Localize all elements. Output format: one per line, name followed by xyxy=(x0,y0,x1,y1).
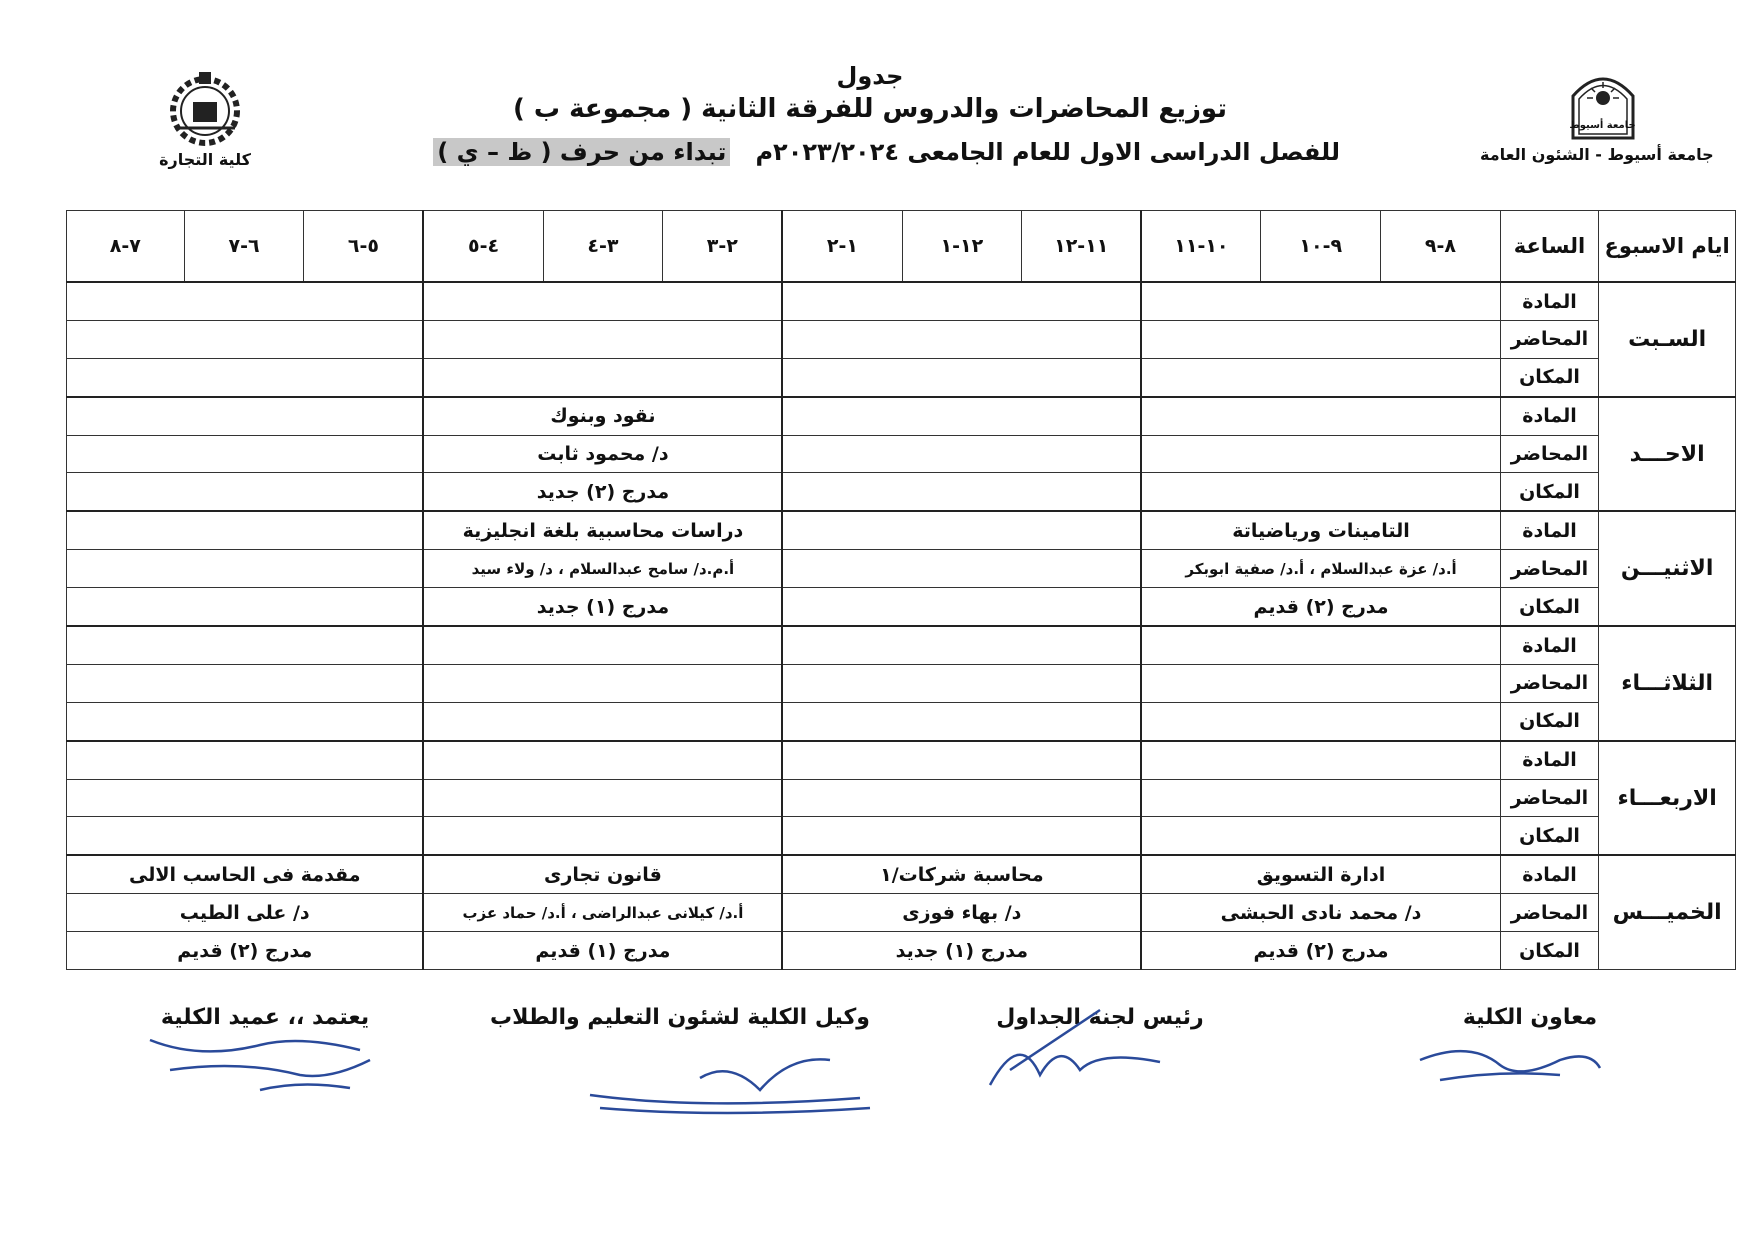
row-label-cell: المادة xyxy=(1500,741,1599,780)
time-slot-header: ٦-٧ xyxy=(184,211,304,283)
corner-cell: ايام الاسبوع xyxy=(1599,211,1736,283)
session-cell: مقدمة فى الحاسب الالى xyxy=(67,855,424,894)
session-cell: أ.د/ عزة عبدالسلام ، أ.د/ صفية ابوبكر xyxy=(1141,550,1500,588)
session-cell: ادارة التسويق xyxy=(1141,855,1500,894)
signature-dean: يعتمد ،، عميد الكلية xyxy=(160,1005,370,1030)
row-label-cell: المحاضر xyxy=(1500,321,1599,359)
row-label-cell: المحاضر xyxy=(1500,435,1599,473)
row-label-cell: المادة xyxy=(1500,511,1599,550)
session-cell: مدرج (٢) قديم xyxy=(1141,588,1500,627)
session-cell: مدرج (٢) قديم xyxy=(1141,932,1500,970)
time-slot-header: ١٠-١١ xyxy=(1141,211,1261,283)
title-line3-semester: للفصل الدراسى الاول للعام الجامعى ٢٠٢٣/٢٠٢٤م xyxy=(755,138,1340,166)
time-slot-header: ١-٢ xyxy=(782,211,902,283)
session-cell: التامينات ورياضياتة xyxy=(1141,511,1500,550)
row-label-cell: المكان xyxy=(1500,817,1599,856)
row-label-cell: المكان xyxy=(1500,588,1599,627)
row-label-cell: المحاضر xyxy=(1500,550,1599,588)
session-cell: أ.م.د/ سامح عبدالسلام ، د/ ولاء سيد xyxy=(423,550,782,588)
session-cell: دراسات محاسبية بلغة انجليزية xyxy=(423,511,782,550)
row-label-cell: المكان xyxy=(1500,702,1599,741)
session-cell: مدرج (١) قديم xyxy=(423,932,782,970)
row-label-cell: المادة xyxy=(1500,626,1599,665)
session-cell: مدرج (١) جديد xyxy=(782,932,1141,970)
row-label-cell: المكان xyxy=(1500,358,1599,397)
time-slot-header: ٨-٩ xyxy=(1381,211,1501,283)
row-label-cell: المادة xyxy=(1500,282,1599,321)
session-cell: د/ على الطيب xyxy=(67,894,424,932)
signature-schedules-head: رئيس لجنة الجداول xyxy=(996,1005,1204,1030)
session-cell: د/ محمود ثابت xyxy=(423,435,782,473)
time-slot-header: ٤-٥ xyxy=(423,211,543,283)
time-slot-header: ٧-٨ xyxy=(67,211,185,283)
right-caption: جامعة أسيوط - الشئون العامة xyxy=(1480,145,1714,164)
row-label-cell: المكان xyxy=(1500,932,1599,970)
title-line2: توزيع المحاضرات والدروس للفرقة الثانية ( مجموعة ب ) xyxy=(512,94,1227,124)
session-cell: مدرج (١) جديد xyxy=(423,588,782,627)
session-cell: مدرج (٢) جديد xyxy=(423,473,782,512)
row-label-cell: المكان xyxy=(1500,473,1599,512)
time-slot-header: ١١-١٢ xyxy=(1022,211,1142,283)
title-line3-letters: تبداء من حرف ( ظ – ي ) xyxy=(433,138,730,166)
row-label-cell: المادة xyxy=(1500,397,1599,436)
session-cell: أ.د/ كيلانى عبدالراضى ، أ.د/ حماد عزب xyxy=(423,894,782,932)
left-caption: كلية التجارة xyxy=(159,150,251,169)
time-slot-header: ٣-٤ xyxy=(543,211,663,283)
time-slot-header: ٩-١٠ xyxy=(1261,211,1381,283)
session-cell: نقود وبنوك xyxy=(423,397,782,436)
day-name-cell: الاثنيـــن xyxy=(1599,511,1736,626)
university-logo-text: جامعة أسيوط xyxy=(1569,120,1636,131)
session-cell: مدرج (٢) قديم xyxy=(67,932,424,970)
time-slot-header: ٥-٦ xyxy=(304,211,424,283)
day-name-cell: السـبت xyxy=(1599,282,1736,397)
row-label-cell: المحاضر xyxy=(1500,665,1599,703)
hour-label-cell: الساعة xyxy=(1500,211,1599,283)
day-name-cell: الاربعـــاء xyxy=(1599,741,1736,856)
session-cell: محاسبة شركات/١ xyxy=(782,855,1141,894)
session-cell: د/ محمد نادى الحبشى xyxy=(1141,894,1500,932)
session-cell: د/ بهاء فوزى xyxy=(782,894,1141,932)
row-label-cell: المادة xyxy=(1500,855,1599,894)
signature-vice-dean: وكيل الكلية لشئون التعليم والطلاب xyxy=(490,1005,870,1030)
title-line1: جدول xyxy=(836,62,904,90)
row-label-cell: المحاضر xyxy=(1500,779,1599,817)
day-name-cell: الخميـــس xyxy=(1599,855,1736,969)
row-label-cell: المحاضر xyxy=(1500,894,1599,932)
day-name-cell: الثلاثـــاء xyxy=(1599,626,1736,741)
time-slot-header: ١٢-١ xyxy=(902,211,1022,283)
signature-assistant: معاون الكلية xyxy=(1462,1005,1598,1030)
day-name-cell: الاحـــد xyxy=(1599,397,1736,512)
session-cell: قانون تجارى xyxy=(423,855,782,894)
time-slot-header: ٢-٣ xyxy=(663,211,783,283)
